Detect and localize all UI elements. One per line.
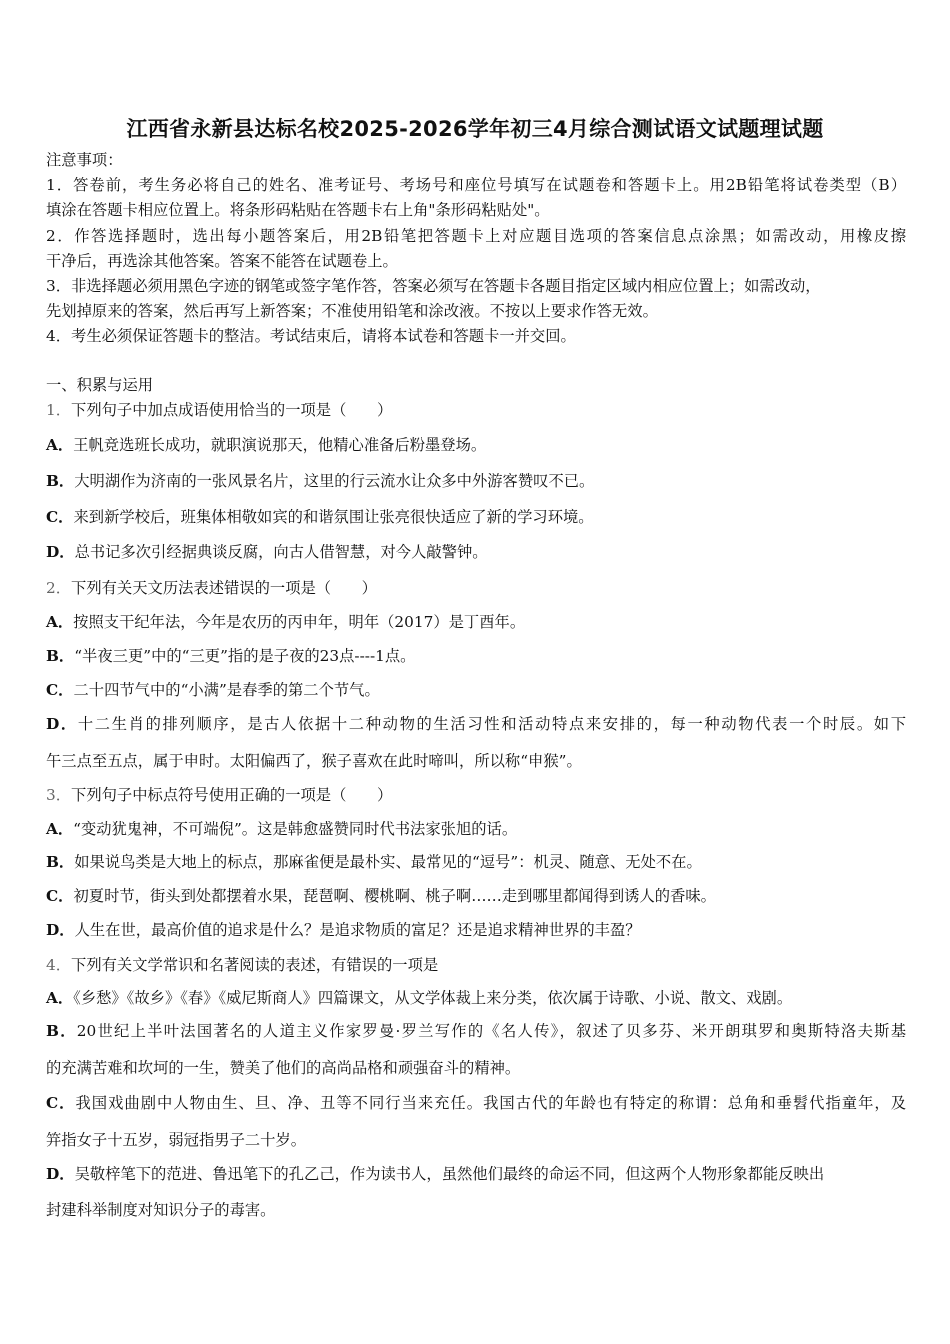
option-continuation: 笄指女子十五岁，弱冠指男子二十岁。: [46, 1131, 307, 1149]
option-continuation: 的充满苦难和坎坷的一生，赞美了他们的高尚品格和顽强奋斗的精神。: [46, 1059, 521, 1077]
option-c: C．我国戏曲剧中人物由生、旦、净、丑等不同行当来充任。我国古代的年龄也有特定的称谓：总角和垂髫代指童年，及: [46, 1094, 906, 1112]
notice-line: 先划掉原来的答案，然后再写上新答案；不准使用铅笔和涂改液。不按以上要求作答无效。: [46, 302, 658, 320]
option-d: D．十二生肖的排列顺序，是古人依据十二种动物的生活习性和活动特点来安排的，每一种动物代表一个时辰。如下: [46, 715, 906, 733]
option-b: B．20世纪上半叶法国著名的人道主义作家罗曼·罗兰写作的《名人传》，叙述了贝多芬、米开朗琪罗和奥斯特洛夫斯基: [46, 1022, 906, 1040]
option-a: A．《乡愁》《故乡》《春》《威尼斯商人》四篇课文，从文学体裁上来分类，依次属于诗歌、小说、散文、戏剧。: [46, 989, 793, 1007]
question-number: 1．: [46, 401, 72, 419]
option-d: D．吴敬梓笔下的范进、鲁迅笔下的孔乙己，作为读书人，虽然他们最终的命运不同，但这两个人物形象都能反映出: [46, 1165, 825, 1183]
option-d: D．人生在世，最高价值的追求是什么？是追求物质的富足？还是追求精神世界的丰盈？: [46, 921, 641, 939]
notice-line: 1．答卷前，考生务必将自己的姓名、准考证号、考场号和座位号填写在试题卷和答题卡上。用2B铅笔将试卷类型（B）: [46, 176, 906, 194]
question-stem: 4．下列有关文学常识和名著阅读的表述，有错误的一项是: [46, 956, 439, 974]
option-b: B．“半夜三更”中的“三更”指的是子夜的23点----1点。: [46, 647, 416, 665]
question-number: 4．: [46, 956, 72, 974]
option-b: B．大明湖作为济南的一张风景名片，这里的行云流水让众多中外游客赞叹不已。: [46, 472, 595, 490]
page-title: 江西省永新县达标名校2025-2026学年初三4月综合测试语文试题理试题: [126, 117, 824, 141]
option-c: C．初夏时节，街头到处都摆着水果，琵琶啊、樱桃啊、桃子啊……走到哪里都闻得到诱人的香味。: [46, 887, 716, 905]
option-c: C．二十四节气中的“小满”是春季的第二个节气。: [46, 681, 380, 699]
question-number: 3．: [46, 786, 72, 804]
option-d: D．总书记多次引经据典谈反腐，向古人借智慧，对今人敲警钟。: [46, 543, 488, 561]
notice-line: 填涂在答题卡相应位置上。将条形码粘贴在答题卡右上角"条形码粘贴处"。: [46, 201, 550, 219]
option-a: A．按照支干纪年法，今年是农历的丙申年，明年（2017）是丁酉年。: [46, 613, 526, 631]
question-stem: 3．下列句子中标点符号使用正确的一项是（ ）: [46, 786, 393, 804]
section-heading: 一、积累与运用: [46, 376, 154, 394]
notice-line: 4．考生必须保证答题卡的整洁。考试结束后，请将本试卷和答题卡一并交回。: [46, 327, 576, 345]
question-stem: 2．下列有关天文历法表述错误的一项是（ ）: [46, 579, 377, 597]
question-number: 2．: [46, 579, 72, 597]
question-stem: 1．下列句子中加点成语使用恰当的一项是（ ）: [46, 401, 393, 419]
option-continuation: 午三点至五点，属于申时。太阳偏西了，猴子喜欢在此时啼叫，所以称“申猴”。: [46, 752, 582, 770]
notice-heading: 注意事项：: [46, 151, 123, 169]
option-a: A．王帆竞选班长成功，就职演说那天，他精心准备后粉墨登场。: [46, 436, 487, 454]
option-a: A．“变动犹鬼神，不可端倪”。这是韩愈盛赞同时代书法家张旭的话。: [46, 820, 518, 838]
notice-line: 干净后，再选涂其他答案。答案不能答在试题卷上。: [46, 252, 398, 270]
option-c: C．来到新学校后，班集体相敬如宾的和谐氛围让张亮很快适应了新的学习环境。: [46, 508, 594, 526]
option-b: B．如果说鸟类是大地上的标点，那麻雀便是最朴实、最常见的“逗号”：机灵、随意、无处不在。: [46, 853, 702, 871]
notice-line: 3．非选择题必须用黑色字迹的钢笔或签字笔作答，答案必须写在答题卡各题目指定区域内相应位置上；如需改动，: [46, 277, 821, 295]
notice-line: 2．作答选择题时，选出每小题答案后，用2B铅笔把答题卡上对应题目选项的答案信息点涂黑；如需改动，用橡皮擦: [46, 227, 906, 245]
option-continuation: 封建科举制度对知识分子的毒害。: [46, 1201, 276, 1219]
